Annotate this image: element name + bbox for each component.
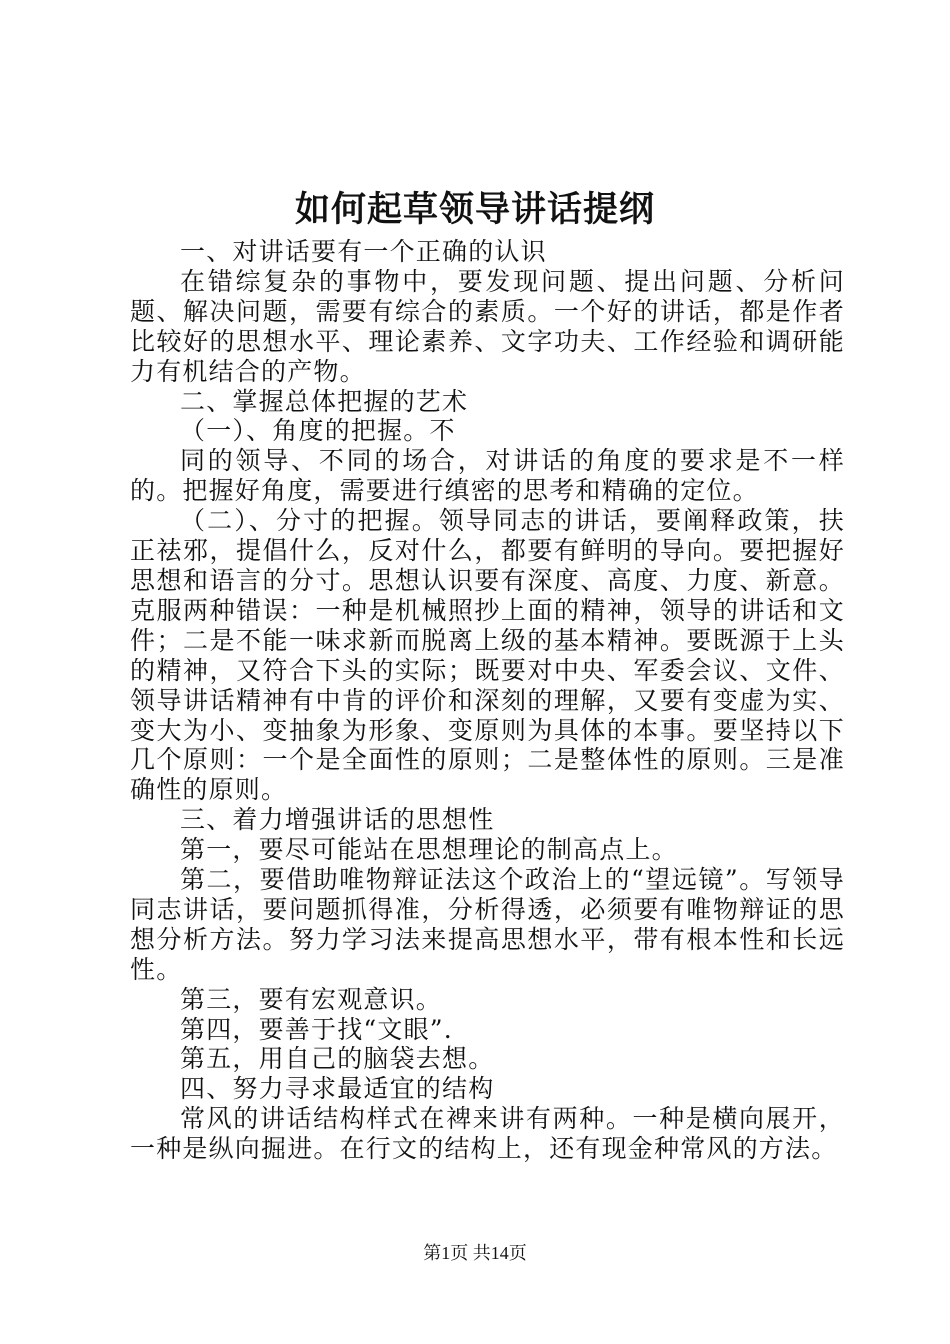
heading-section-2: 二、掌握总体把握的艺术 <box>180 386 469 416</box>
heading-section-4: 四、努力寻求最适宜的结构 <box>180 1074 495 1104</box>
paragraph: 第三，要有宏观意识。 <box>180 984 443 1014</box>
subheading-angle: （一）、角度的把握。不 <box>180 416 456 446</box>
paragraph: 在错综复杂的事物中，要发现问题、提出问题、分析问题、解决问题，需要有综合的素质。一个好的讲话，都是作者比较好的思想水平、理论素养、文字功夫、工作经验和调研能力有机结合的产物。 <box>130 266 845 386</box>
paragraph: 同的领导、不同的场合，对讲话的角度的要求是不一样的。把握好角度，需要进行缜密的思考和精确的定位。 <box>130 446 845 506</box>
paragraph: （二）、分寸的把握。领导同志的讲话，要阐释政策，扶正祛邪，提倡什么，反对什么，都要有鲜明的导向。要把握好思想和语言的分寸。思想认识要有深度、高度、力度、新意。克服两种错误：一种是机械照抄上面的精神，领导的讲话和文件；二是不能一味求新而脱离上级的基本精神。要既源于上头的精神，又符合下头的实际；既要对中央、军委会议、文件、领导讲话精神有中肯的评价和深刻的理解，又要有变虚为实、变大为小、变抽象为形象、变原则为具体的本事。要坚持以下几个原则：一个是全面性的原则；二是整体性的原则。三是准确性的原则。 <box>130 506 845 805</box>
paragraph: 常风的讲话结构样式在裨来讲有两种。一种是横向展开，一种是纵向掘进。在行文的结构上，还有现金种常风的方法。 <box>130 1104 845 1164</box>
document-body <box>130 237 845 1164</box>
heading-section-3: 三、着力增强讲话的思想性 <box>180 805 495 835</box>
page-number-footer: 第1页 共14页 <box>423 1243 527 1263</box>
paragraph: 第五，用自己的脑袋去想。 <box>180 1044 495 1074</box>
heading-section-1: 一、对讲话要有一个正确的认识 <box>180 237 547 266</box>
document-title: 如何起草领导讲话提纲 <box>294 189 655 230</box>
paragraph: 第四，要善于找“文眼”. <box>180 1014 453 1044</box>
paragraph: 第二，要借助唯物辩证法这个政治上的“望远镜”。写领导同志讲话，要问题抓得准，分析得透，必须要有唯物辩证的思想分析方法。努力学习法来提高思想水平，带有根本性和长远性。 <box>130 865 845 984</box>
paragraph: 第一，要尽可能站在思想理论的制高点上。 <box>180 835 678 865</box>
